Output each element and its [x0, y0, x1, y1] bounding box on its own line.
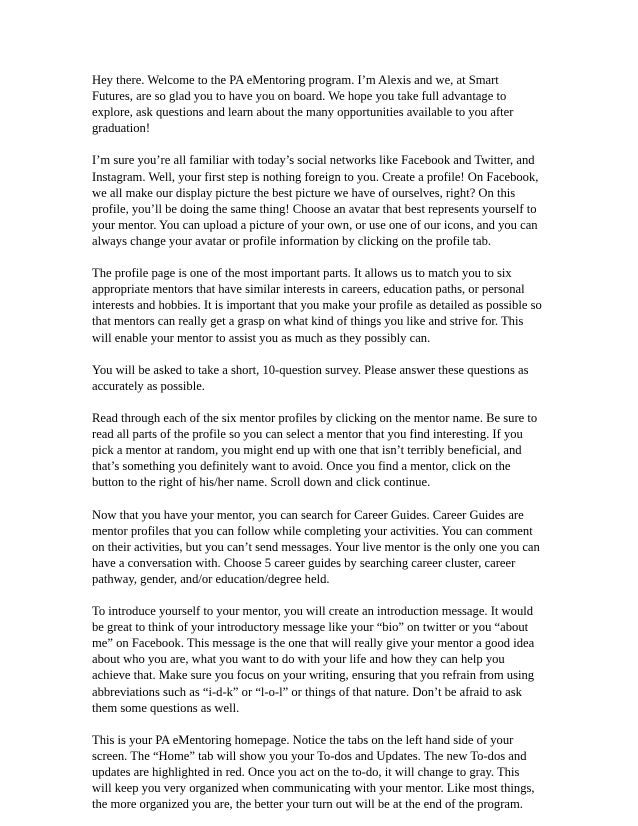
- paragraph-profile-page: The profile page is one of the most important parts. It allows us to match you to six appropriate mentors that have similar interests in careers, education paths, or personal interests and hobbies. It is important that you make your profile as detailed as possible so that mentors can really get a grasp on what kind of things you like and strive for. This will enable your mentor to assist you as much as they possibly can.: [92, 266, 542, 345]
- paragraph-create-profile: I’m sure you’re all familiar with today’s social networks like Facebook and Twitter, and Instagram. Well, your first step is nothing foreign to you. Create a profile! On Facebook, we all make our display picture the best picture we have of ourselves, right? On this profile, you’ll be doing the same thing! Choose an avatar that best represents yourself to your mentor. You can upload a picture of your own, or use one of our icons, and you can always change your avatar or profile information by clicking on the profile tab.: [92, 153, 539, 248]
- paragraph-career-guides: Now that you have your mentor, you can search for Career Guides. Career Guides are mentor profiles that you can follow while completing your activities. You can comment on their activities, but you can’t send messages. Your live mentor is the only one you can have a conversation with. Choose 5 career guides by searching career cluster, career pathway, gender, and/or education/degree held.: [92, 507, 540, 586]
- paragraph-welcome: Hey there. Welcome to the PA eMentoring program. I’m Alexis and we, at Smart Futures, are so glad you to have you on board. We hope you take full advantage to explore, ask questions and learn about the many opportunities available to you after graduation!: [92, 73, 514, 136]
- paragraph-introduction-message: To introduce yourself to your mentor, you will create an introduction message. It would be great to think of your introductory message like your “bio” on twitter or you “about me” on Facebook. This message is the one that will really give your mentor a good idea about who you are, what you want to do with your life and how they can help you achieve that. Make sure you focus on your writing, ensuring that you refrain from using abbreviations such as “i-d-k” or “l-o-l” or things of that nature. Don’t be afraid to ask them some questions as well.: [92, 604, 535, 715]
- document-body: [92, 72, 548, 812]
- paragraph-mentor-profiles: Read through each of the six mentor profiles by clicking on the mentor name. Be sure to read all parts of the profile so you can select a mentor that you find interesting. If you pick a mentor at random, you might end up with one that isn’t terribly beneficial, and that’s something you definitely want to avoid. Once you find a mentor, click on the button to the right of his/her name. Scroll down and click continue.: [92, 410, 538, 490]
- paragraph-survey: You will be asked to take a short, 10-question survey. Please answer these questions as accurately as possible.: [92, 362, 529, 393]
- paragraph-homepage: This is your PA eMentoring homepage. Notice the tabs on the left hand side of your screen. The “Home” tab will show you your To-dos and Updates. The new To-dos and updates are highlighted in red. Once you act on the to-do, it will change to gray. This will keep you very organized when communicating with your mentor. Like most things, the more organized you are, the better your turn out will be at the end of the program.: [92, 732, 535, 812]
